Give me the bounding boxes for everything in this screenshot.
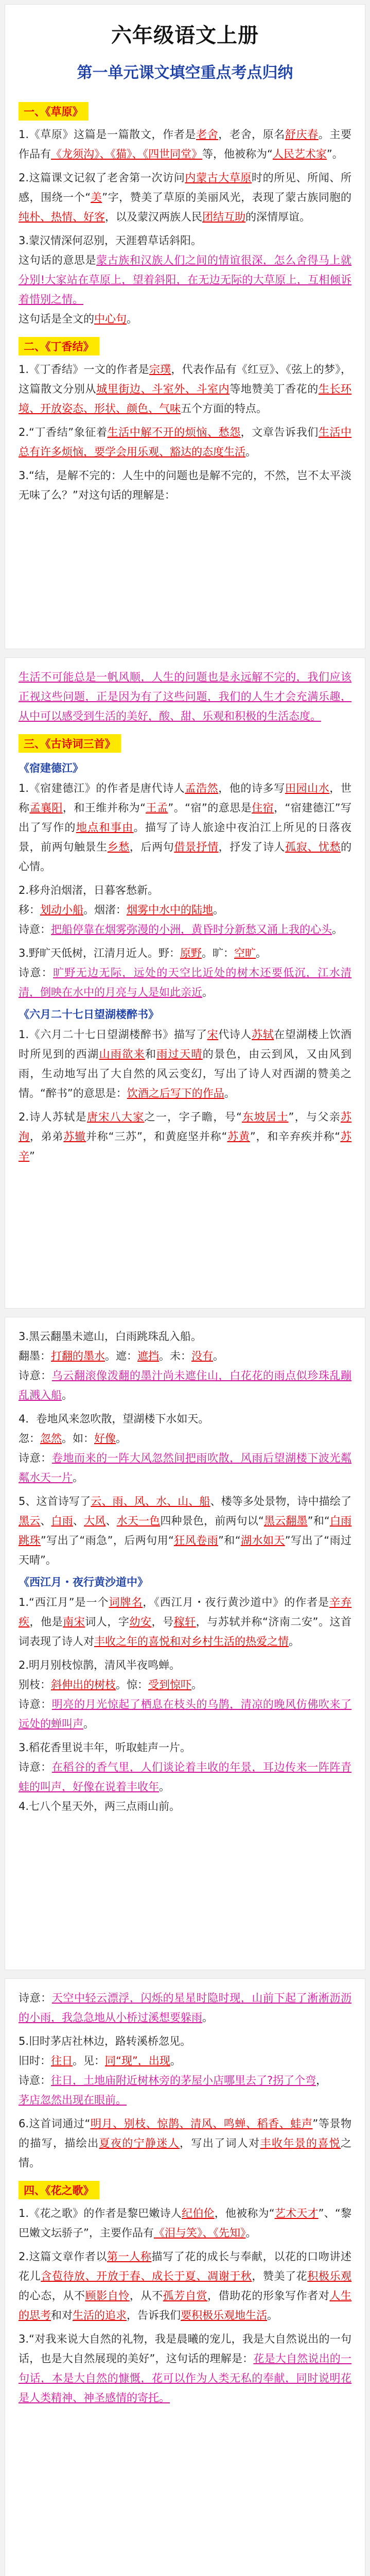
text: 诗意：: [19, 1761, 52, 1773]
text: 1.《丁香结》一文的作者是: [19, 363, 149, 376]
keyword: 孤寂、忧愁: [285, 841, 341, 853]
keyword: 狂风卷雨: [173, 1534, 218, 1547]
section-heading-caoyuan: 一、《草原》: [19, 102, 89, 121]
text: 1.“西江月”是一个: [19, 1596, 109, 1608]
text: ，: [316, 2074, 327, 2087]
text: ”写出了“雨急”，后两句用“: [40, 1534, 174, 1547]
text: 这句话的意思是: [19, 254, 97, 266]
keyword: 苏黄: [227, 1130, 250, 1143]
keyword: 含苞待放、开放于春、成长于夏、凋谢于秋: [41, 2270, 252, 2282]
paragraph: [19, 1025, 351, 1103]
text: ，“宿建德江”写出了写作的: [19, 802, 352, 834]
keyword: 纯朴、热情、好客: [19, 211, 105, 223]
keyword: 受到惊吓: [148, 1679, 191, 1691]
text: ，后两句: [129, 841, 174, 853]
paragraph: [19, 1738, 351, 1816]
keyword: 苏辙: [63, 1130, 86, 1143]
paragraph: [19, 360, 351, 418]
text: 6.这首词通过“: [19, 2117, 91, 2130]
text: 代诗人: [218, 1028, 252, 1041]
text: 诗意：: [19, 1452, 52, 1464]
poem-title-sujiandejiang: 《宿建德江》: [19, 762, 83, 774]
text: ”和“: [218, 1534, 241, 1547]
explanation: 花是大自然说出的一句话，本是大自然的慷慨，花可以作为人类无私的奉献，同时说明花是人类精神、神圣感情的寄托。: [19, 2352, 351, 2404]
page-title: 六年级语文上册: [111, 24, 259, 47]
poem-title-xijiangyue: 《西江月・夜行黄沙道中》: [19, 1576, 148, 1588]
text: 。烟渚：: [83, 904, 127, 916]
keyword: 《泪与笑》、《先知》: [153, 2227, 246, 2239]
keyword: 《龙须沟》、《猫》、《四世同堂》: [51, 148, 202, 160]
section-heading-huazhige: 四、《花之歌》: [19, 2181, 99, 2199]
keyword: 烟雾中水中的陆地: [127, 904, 213, 916]
paragraph: [19, 2247, 351, 2325]
paragraph: [19, 2329, 351, 2408]
text: 。遮：: [105, 1350, 137, 1362]
text: 。: [245, 2227, 257, 2239]
keyword: 苏洵: [19, 1111, 352, 1143]
text: 。: [83, 1718, 94, 1730]
text: 。: [116, 1432, 127, 1445]
text: 。: [267, 2309, 278, 2321]
text: 。惊：: [116, 1679, 148, 1691]
explanation: 生活不可能总是一帆风顺，人生的问题也是永远解不完的，我们应该正视这些问题，正是因为有了这些问题，我们的人生才会充满乐趣，从中可以感受到生活的美好，酸、甜、乐观和积极的生活态度。: [19, 671, 351, 722]
text: 5、这首诗写了: [19, 1495, 91, 1507]
keyword: 稼轩: [173, 1616, 196, 1628]
keyword: 水天一色: [116, 1515, 161, 1527]
text: 诗意：: [19, 923, 51, 936]
text: 1.《六月二十七日望湖楼醉书》描写了: [19, 1028, 207, 1041]
text: ，与苏轼并称“济南二安”。这首词表现了诗人对: [19, 1616, 352, 1648]
keyword: 苏轼: [252, 1028, 274, 1041]
keyword: 借景抒情: [174, 841, 219, 853]
text: 。: [127, 313, 137, 325]
text: 等，他被称为“: [202, 148, 273, 160]
text: 5.旧时茅店社林边，路转溪桥忽见。: [19, 2035, 191, 2047]
paragraph: [19, 1988, 351, 2027]
page-card-4: [5, 1978, 365, 2576]
text: 。如：: [62, 1432, 94, 1445]
paragraph: [19, 2031, 351, 2110]
text: ，借助花的形象写作者对: [207, 2290, 330, 2302]
keyword: 人民艺术家: [272, 148, 327, 160]
keyword: 生活中总有许多烦恼，要学会用乐观、豁达的态度生活: [19, 426, 352, 458]
page-subtitle: 第一单元课文填空重点考点归纳: [77, 64, 293, 82]
text: 移：: [19, 904, 40, 916]
text: 1.《宿建德江》的作者是唐代诗人: [19, 782, 185, 794]
text: 诗意：: [19, 2074, 51, 2087]
text: 在望湖楼上饮酒时所见到的西湖: [19, 1028, 352, 1060]
text: ”: [29, 1150, 35, 1162]
keyword: 第一人称: [107, 2250, 152, 2263]
text: 。: [73, 1471, 83, 1484]
explanation: 茅店忽然出现在眼前。: [19, 2094, 127, 2106]
text: 的景色，由云到风，又由风到雨，生动地写出了大自然的风云变幻，写出了诗人对西湖的赞美之情。“醉书”的意思是：: [19, 1048, 352, 1099]
keyword: 孤芳自赏: [163, 2290, 208, 2302]
keyword: 黑云翻墨: [263, 1515, 308, 1527]
explanation: 旷野无边无际，远处的天空比近处的树木还要低沉，江水清清，倒映在水中的月亮与人是如此亲近: [19, 967, 352, 998]
text: 2.这篇文章作者以: [19, 2250, 107, 2263]
text: ，抒发了诗人: [218, 841, 286, 853]
text: 3.“结，是解不完的：人生中的问题也是解不完的，不然，岂不太平淡无味了么？”对这句话的理解是：: [19, 469, 351, 501]
text: 4.七八个星天外，两三点雨山前。: [19, 1800, 181, 1812]
text: 。: [245, 446, 256, 458]
paragraph: [19, 466, 351, 505]
section-heading-gushici: 三、《古诗词三首》: [19, 734, 121, 753]
explanation: 把船停靠在烟雾弥漫的小洲，黄昏时分新愁又涌上我的心头: [51, 923, 332, 936]
text: 的深情厚谊。: [245, 211, 310, 223]
keyword: 丰收年景的喜悦: [260, 2137, 341, 2149]
keyword: 东坡居士: [241, 1111, 289, 1123]
text: 诗意：: [19, 1698, 52, 1710]
explanation: 天空中轻云漂浮，闪烁的星星时隐时现，山前下起了淅淅沥沥的小雨，我急急地从小桥过溪想要躲雨: [19, 1992, 352, 2024]
keyword: 美: [91, 191, 102, 204]
text: 。: [213, 904, 224, 916]
text: 旧时：: [19, 2055, 51, 2067]
paragraph: [19, 880, 351, 939]
keyword: 忽然: [40, 1432, 62, 1445]
paragraph: [19, 1327, 351, 1405]
text: 2.移舟泊烟渚，日暮客愁新。: [19, 884, 159, 896]
text: 3.野旷天低树，江清月近人。野：: [19, 947, 181, 959]
text: 并称“三苏”，和黄庭坚并称“: [85, 1130, 227, 1143]
keyword: 斜伸出的树枝: [51, 1679, 116, 1691]
keyword: 湖水如天: [240, 1534, 285, 1547]
keyword: 老舍: [196, 128, 219, 141]
text: ，世称: [19, 782, 352, 814]
keyword: 明月、别枝、惊鹊、清风、鸣蝉、稻香、蛙声: [90, 2117, 313, 2130]
text: ，和王维并称为“: [62, 802, 146, 814]
text: 诗意：: [19, 1992, 52, 2004]
paragraph: [19, 422, 351, 462]
text: ，写出了词人对: [180, 2137, 260, 2149]
keyword: 住宿: [252, 802, 274, 814]
keyword: 纪伯伦: [182, 2207, 215, 2219]
keyword: 苏辛: [19, 1130, 352, 1162]
paragraph: [19, 1107, 351, 1166]
text: 。: [224, 1087, 235, 1099]
text: 四种景色，前两句以“: [160, 1515, 264, 1527]
explanation: 在稻谷的香气里，人们谈论着丰收的年景，耳边传来一阵阵青蛙的叫声，好像在说着丰收年: [19, 1761, 352, 1793]
keyword: 原野: [180, 947, 202, 959]
keyword: 白雨跳珠: [19, 1515, 352, 1547]
text: ，文章告诉我们: [240, 426, 319, 438]
keyword: 唐宋八大家: [86, 1111, 145, 1123]
text: 诗意：: [19, 967, 54, 979]
keyword: 好像: [94, 1432, 116, 1445]
text: 翻墨：: [19, 1350, 51, 1362]
text: ，以及蒙汉两族人民: [105, 211, 202, 223]
text: 。: [191, 1679, 202, 1691]
poem-title-wanghulou: 《六月二十七日望湖楼醉书》: [19, 1008, 159, 1021]
text: 2.这篇课文记叙了老舍第一次访问: [19, 172, 185, 184]
paragraph: [19, 231, 351, 329]
paragraph: [19, 125, 351, 164]
text: 3.黑云翻墨未遮山，白雨跳珠乱入船。: [19, 1330, 202, 1343]
keyword: 辛弃疾: [19, 1596, 352, 1628]
text: 。: [62, 1389, 73, 1401]
keyword: 遮挡: [137, 1350, 159, 1362]
keyword: 地点和事由: [76, 821, 134, 834]
explanation: 明亮的月光惊起了栖息在枝头的乌鹊，清凉的晚风仿佛吹来了远处的蝉叫声: [19, 1698, 352, 1730]
text: 、: [105, 1515, 117, 1527]
text: 忽：: [19, 1432, 40, 1445]
text: 。旷：: [202, 947, 235, 959]
text: 之情。: [19, 2137, 351, 2169]
keyword: 积极乐观: [307, 2270, 352, 2282]
keyword: 云、雨、风、水、山、船: [91, 1495, 210, 1507]
keyword: 内蒙古大草原: [185, 172, 252, 184]
keyword: 生长环境、开放姿态、形状、颜色、气味: [19, 383, 352, 415]
text: ，《西江月・夜行黄沙道中》的作者是: [143, 1596, 330, 1608]
paragraph: [19, 943, 351, 1002]
text: 。: [213, 1350, 224, 1362]
paragraph: [19, 2204, 351, 2243]
page-card-2: [5, 657, 365, 1309]
keyword: 人生的思考: [19, 2290, 352, 2321]
text: 。: [159, 1781, 170, 1793]
explanation: 卷地而来的一阵大风忽然间把雨吹散，风雨后望湖楼下波光粼粼水天一片: [19, 1452, 352, 1484]
explanation: 往日，土地庙附近树林旁的茅屋小店哪里去了?拐了个弯: [51, 2074, 316, 2087]
text: 。描写了诗人旅途中夜泊江上所见的日落夜景，前两句触景生: [19, 821, 352, 853]
keyword: 丰收之年的喜悦和对乡村生活的热爱之情: [94, 1635, 289, 1648]
paragraph: [19, 1592, 351, 1651]
text: ，老舍，原名: [218, 128, 285, 141]
keyword: 乡愁: [107, 841, 130, 853]
page-card-3: [5, 1317, 365, 1970]
keyword: 空旷: [234, 947, 256, 959]
paragraph: [19, 667, 351, 726]
text: ”等景物的描写，描绘出: [19, 2117, 351, 2149]
text: 1.《草原》这篇是一篇散文，作者是: [19, 128, 196, 141]
text: 这篇散文分别从: [19, 383, 97, 395]
text: ”、“黎巴嫩文坛骄子”，主要作品有: [19, 2207, 351, 2239]
keyword: 黑云: [19, 1515, 41, 1527]
text: 、: [73, 1515, 84, 1527]
text: 和: [145, 1048, 157, 1060]
keyword: 夏夜的宁静迷人: [99, 2137, 180, 2149]
keyword: 幼安: [129, 1616, 152, 1628]
keyword: 舒庆春: [285, 128, 319, 141]
text: 1.《花之歌》的作者是黎巴嫩诗人: [19, 2207, 182, 2219]
text: ”字，赞美了草原的美丽风光，表现了蒙古族同胞的: [102, 191, 351, 204]
paragraph: [19, 1409, 351, 1487]
text: ，他是: [29, 1616, 63, 1628]
text: 。: [202, 2011, 213, 2024]
text: 。: [289, 1635, 299, 1648]
text: 描写了花的成长与奉献，以花的口吻讲述花儿: [19, 2250, 352, 2282]
text: 这句话是全文的: [19, 313, 94, 325]
keyword: 划动小船: [40, 904, 83, 916]
keyword: 城里街边、斗室外、斗室内: [96, 383, 230, 395]
text: ，弟弟: [29, 1130, 64, 1143]
text: ，号: [151, 1616, 174, 1628]
text: 诗意：: [19, 1369, 52, 1382]
text: 4．卷地风来忽吹散，望湖楼下水如天。: [19, 1413, 209, 1425]
paragraph: [19, 2114, 351, 2173]
keyword: 大风: [84, 1515, 106, 1527]
text: 3.蒙汉情深何忍别，天涯碧草话斜阳。: [19, 234, 202, 247]
text: ”。: [326, 148, 343, 160]
text: 3.稻花香里说丰年，听取蛙声一片。: [19, 1741, 191, 1754]
keyword: 团结互助: [202, 211, 245, 223]
keyword: 往日: [51, 2055, 73, 2067]
text: 词人，字: [85, 1616, 130, 1628]
keyword: 山雨欲来: [99, 1048, 145, 1060]
text: ，他的诗多写: [218, 782, 285, 794]
text: 的心情。: [19, 841, 352, 873]
text: 2.“丁香结”象征着: [19, 426, 108, 438]
keyword: 孟浩然: [185, 782, 219, 794]
text: 五个方面的特点。: [181, 402, 267, 415]
text: 3.“对我来说大自然的礼物，我是晨曦的宠儿，我是大自然说出的一句话，也是大自然展现的美好”，这句话的理解是：: [19, 2333, 351, 2365]
text: ，代表作品有《红豆》、《弦上的梦》，: [171, 363, 351, 376]
keyword: 王孟: [145, 802, 168, 814]
text: 。主要作品有: [19, 128, 352, 160]
keyword: 打翻的墨水: [51, 1350, 105, 1362]
text: 。见：: [73, 2055, 105, 2067]
paragraph: [19, 168, 351, 227]
text: ，告诉我们: [127, 2309, 181, 2321]
keyword: 田园山水: [285, 782, 330, 794]
paragraph: [19, 1492, 351, 1570]
explanation: 蒙古族和汉族人们之间的情谊很深，怎么舍得马上就分别!大家站在草原上，望着斜阳，在无边无际的大草原上，互相倾诉着惜别之情。: [19, 254, 352, 306]
text: 。: [170, 2055, 181, 2067]
text: ”，与父亲: [288, 1111, 341, 1123]
keyword: 白雨: [51, 1515, 73, 1527]
keyword: 同“现”，出现: [105, 2055, 170, 2067]
text: 2.诗人苏轼是: [19, 1111, 87, 1123]
text: ，赞美了花: [252, 2270, 308, 2282]
text: 等地赞美丁香花的: [230, 383, 319, 395]
text: 之一，字子瞻，号“: [144, 1111, 242, 1123]
keyword: 雨过天晴: [156, 1048, 203, 1060]
keyword: 要积极乐观地生活: [181, 2309, 267, 2321]
keyword: 生活的追求: [73, 2309, 127, 2321]
text: 、: [40, 1515, 51, 1527]
text: 和对: [51, 2309, 73, 2321]
text: 、楼等多处景物，诗中描绘了: [210, 1495, 351, 1507]
keyword: 生活中解不开的烦恼、愁怨: [107, 426, 241, 438]
keyword: 饮酒之后写下的作品: [127, 1087, 224, 1099]
text: 的心态，从不: [19, 2290, 85, 2302]
keyword: 南宋: [63, 1616, 85, 1628]
text: 。: [256, 947, 267, 959]
keyword: 艺术天才: [274, 2207, 319, 2219]
keyword: 顾影自怜: [85, 2290, 130, 2302]
text: 2.明月别枝惊鹊，清风半夜鸣蝉。: [19, 1659, 181, 1671]
text: ”，和辛弃疾并称“: [250, 1130, 341, 1143]
section-heading-dingxiangjie: 二、《丁香结》: [19, 337, 99, 355]
text: 。: [332, 923, 343, 936]
keyword: 孟襄阳: [29, 802, 63, 814]
paragraph: [19, 1655, 351, 1734]
paragraph: [19, 778, 351, 876]
text: 。未：: [159, 1350, 191, 1362]
keyword: 中心句: [94, 313, 127, 325]
text: ”。“宿”的意思是: [168, 802, 252, 814]
text: 时的所见、所闻、所感，围绕一个“: [19, 172, 351, 204]
keyword: 宗璞: [149, 363, 171, 376]
keyword: 没有: [191, 1350, 213, 1362]
text: ，他被称为“: [214, 2207, 275, 2219]
page-card-1: [5, 4, 365, 649]
explanation: 乌云翻滚像泼翻的墨汁尚未遮住山，白花花的雨点似珍珠乱蹦乱溅入船: [19, 1369, 352, 1401]
keyword: 词牌名: [109, 1596, 143, 1608]
keyword: 宋: [207, 1028, 219, 1041]
text: 别枝：: [19, 1679, 51, 1691]
text: 。: [202, 986, 213, 998]
text: ”写出了“雨过天晴”。: [19, 1534, 352, 1566]
text: ”和“: [307, 1515, 330, 1527]
text: ，从不: [129, 2290, 163, 2302]
